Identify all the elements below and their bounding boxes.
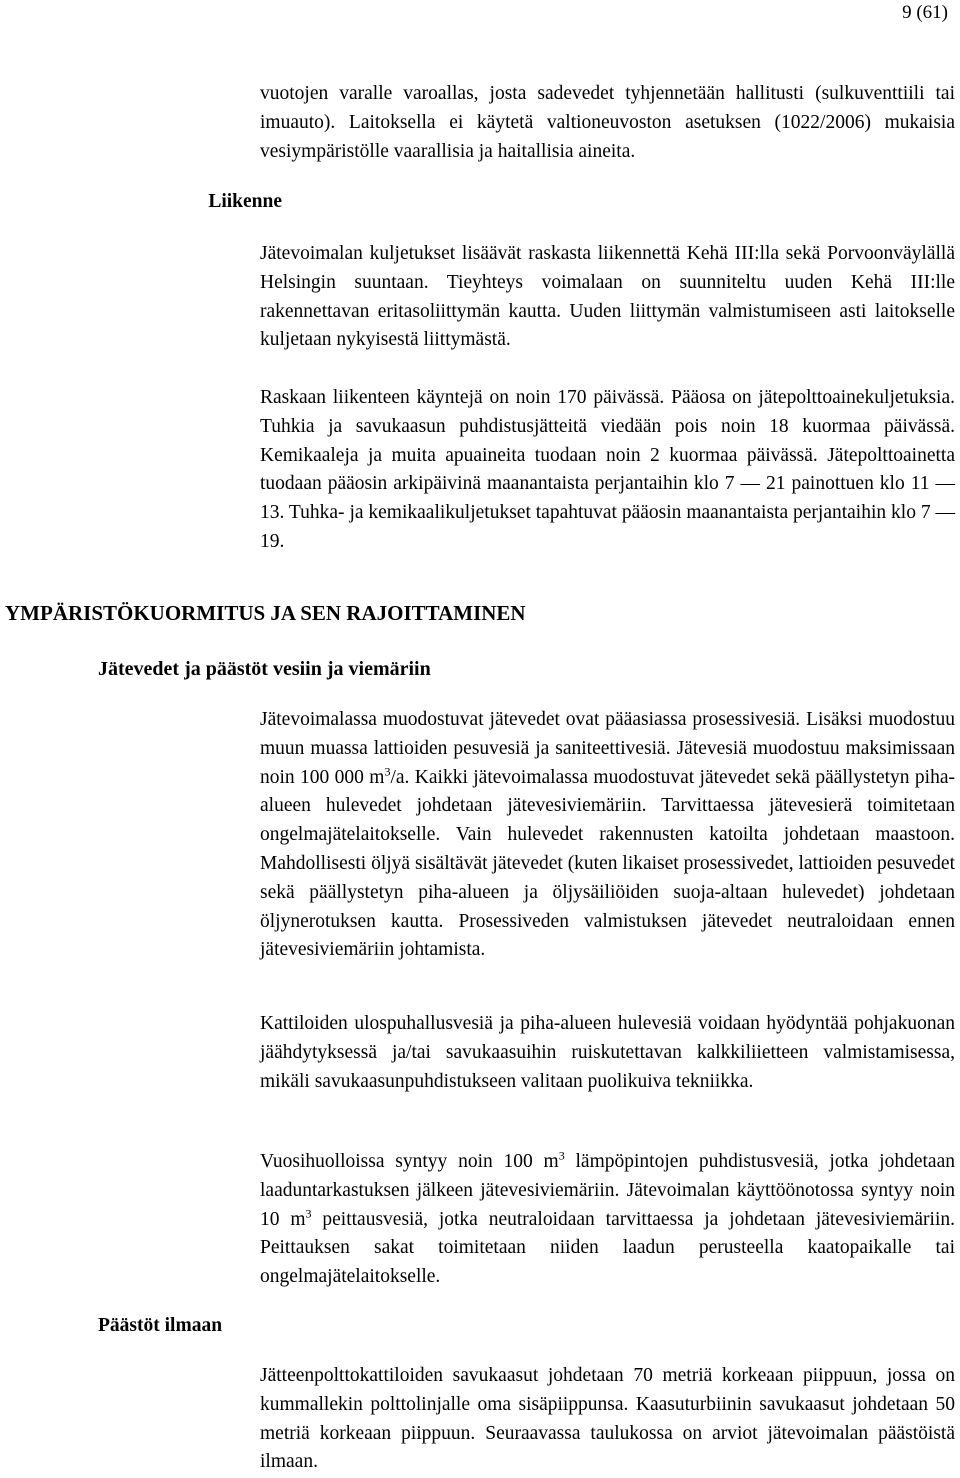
- side-heading-liikenne: Liikenne: [208, 191, 282, 212]
- jatevedet-p1-text-a: Jätevoimalassa muodostuvat jätevedet ovat pääasiassa prosessivesiä. Lisäksi muodostuu muun muassa lattioiden pesuvesiä ja saniteettivesiä. Jätevesiä muodostuu maksimissaan noin 100 000 m: [260, 709, 955, 788]
- section-subheading: Jätevedet ja päästöt vesiin ja viemäriin: [98, 658, 431, 680]
- jatevedet-paragraph-2: Kattiloiden ulospuhallusvesiä ja piha-alueen hulevesiä voidaan hyödyntää pohjakuonan jäähdytyksessä ja/tai savukaasuihin ruiskutettavan kalkkiliietteen valmistamisessa, mikäli savukaasunpuhdistukseen valitaan puolikuiva tekniikka.: [260, 1013, 955, 1092]
- paastot-paragraph-1: Jätteenpolttokattiloiden savukaasut johdetaan 70 metriä korkeaan piippuun, jossa on kummallekin polttolinjalle oma sisäpiippunsa. Kaasuturbiinin savukaasut johdetaan 50 metriä korkeaan piippuun. Seuraavassa taulukossa on arviot jätevoimalan päästöistä ilmaan.: [260, 1365, 955, 1473]
- superscript: 3: [305, 1206, 312, 1221]
- jatevedet-p3-text-b: lämpöpintojen puhdistusvesiä, jotka johdetaan laaduntarkastuksen jälkeen jätevesiviemäriin. Jätevoimalan käyttöönotossa syntyy noin 10 m: [260, 1151, 955, 1230]
- liikenne-paragraph-1: Jätevoimalan kuljetukset lisäävät raskasta liikennettä Kehä III:lla sekä Porvoonväylällä Helsingin suuntaan. Tieyhteys voimalaan on suunniteltu uuden Kehä III:lle rakennettavan eritasoliittymän kautta. Uuden liittymän valmistumiseen asti laitokselle kuljetaan nykyisestä liittymästä.: [260, 243, 955, 351]
- jatevedet-paragraph-3: [260, 1148, 955, 1292]
- superscript: 3: [384, 764, 391, 779]
- page-number: 9 (61): [902, 2, 948, 23]
- side-heading-paastot: Päästöt ilmaan: [98, 1315, 223, 1336]
- jatevedet-p3-text-a: Vuosihuolloissa syntyy noin 100 m: [260, 1151, 559, 1172]
- superscript: 3: [558, 1148, 565, 1163]
- jatevedet-p3-text-c: peittausvesiä, jotka neutraloidaan tarvittaessa ja johdetaan jätevesiviemäriin. Peittauksen sakat toimitetaan niiden laadun perusteella kaatopaikalle tai ongelmajätelaitokselle.: [260, 1208, 955, 1288]
- jatevedet-paragraph-1: [260, 706, 955, 965]
- liikenne-paragraph-2: Raskaan liikenteen käyntejä on noin 170 päivässä. Pääosa on jätepolttoainekuljetuksia. Tuhkia ja savukaasun puhdistusjätteitä viedään pois noin 18 kuormaa päivässä. Kemikaaleja ja muita apuaineita tuodaan noin 2 kuormaa päivässä. Jätepolttoainetta tuodaan pääosin arkipäivinä maanantaista perjantaihin klo 7 — 21 painottuen klo 11 — 13. Tuhka- ja kemikaalikuljetukset tapahtuvat pääosin maanantaista perjantaihin klo 7 — 19.: [260, 387, 955, 552]
- section-heading: YMPÄRISTÖKUORMITUS JA SEN RAJOITTAMINEN: [5, 601, 526, 625]
- jatevedet-p1-text-b: /a. Kaikki jätevoimalassa muodostuvat jätevedet sekä päällystetyn piha-alueen hulevedet johdetaan jätevesiviemäriin. Tarvittaessa jätevesierä toimitetaan ongelmajätelaitokselle. Vain hulevedet rakennusten katoilta johdetaan maastoon. Mahdollisesti öljyä sisältävät jätevedet (kuten likaiset prosessivedet, lattioiden pesuvedet sekä päällystetyn piha-alueen ja öljysäiliöiden suoja-altaan hulevedet) johdetaan öljynerotuksen kautta. Prosessiveden valmistuksen jätevedet neutraloidaan ennen jätevesiviemäriin johtamista.: [260, 766, 956, 961]
- intro-paragraph: vuotojen varalle varoallas, josta sadevedet tyhjennetään hallitusti (sulkuventtiili tai imuauto). Laitoksella ei käytetä valtioneuvoston asetuksen (1022/2006) mukaisia vesiympäristölle vaarallisia ja haitallisia aineita.: [260, 83, 955, 162]
